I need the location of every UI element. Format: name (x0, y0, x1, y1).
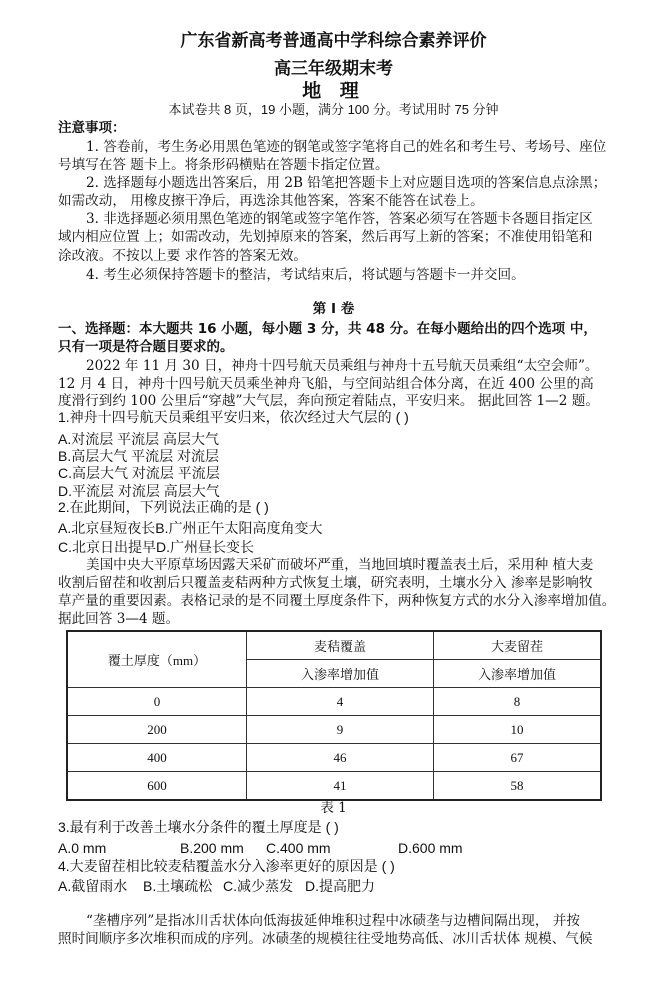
table-header-straw: 麦秸覆盖 (247, 631, 434, 660)
table-cell: 10 (434, 716, 602, 744)
table-cell: 400 (67, 744, 247, 772)
table-cell: 67 (434, 744, 602, 772)
passage-line: 草产量的重要因素。表格记录的是不同覆土厚度条件下，两种恢复方式的水分入渗率增加值。 (58, 593, 616, 609)
option-item: A.对流层 平流层 高层大气 (58, 431, 220, 447)
option-item: C.高层大气 对流层 平流层 (58, 465, 220, 481)
passage-line: 美国中央大平原草场因露天采矿而破坏严重，当地回填时覆盖表土后，采用种 植大麦 (86, 557, 594, 573)
table-cell: 9 (247, 716, 434, 744)
passage-line: 照时间顺序多次堆积而成的序列。冰碛垄的规模往往受地势高低、冰川舌状体 规模、气候 (58, 931, 593, 947)
table-header-stubble: 大麦留茬 (434, 631, 602, 660)
exam-info: 本试卷共 8 页，19 小题，满分 100 分。考试用时 75 分钟 (168, 102, 499, 117)
table-cell: 41 (247, 772, 434, 801)
table-row (67, 688, 601, 716)
table-cell: 8 (434, 688, 602, 716)
table-cell: 58 (434, 772, 602, 801)
option-item: A.北京昼短夜长B.广州正午太阳高度角变大 (58, 520, 323, 536)
notice-line: 1. 答卷前，考生务必用黑色笔迹的钢笔或签字笔将自己的姓名和考生号、考场号、座位 (86, 139, 607, 155)
table-row (67, 744, 601, 772)
table-cell: 0 (67, 688, 247, 716)
option-item: B.200 mm (180, 840, 244, 856)
option-item: B.高层大气 平流层 对流层 (58, 448, 220, 464)
option-item: D.提高肥力 (305, 878, 375, 894)
option-item: C.减少蒸发 (223, 878, 293, 894)
table-header-thickness: 覆土厚度（mm） (67, 631, 247, 688)
notice-line: 号填写在答 题卡上。将条形码横贴在答题卡指定位置。 (58, 157, 389, 173)
exam-subject: 地 理 (302, 80, 365, 102)
table-subheader: 入渗率增加值 (434, 660, 602, 688)
option-item: D.600 mm (398, 840, 463, 856)
question-stem: 2.在此期间，下列说法正确的是 ( ) (58, 499, 269, 515)
table-cell: 200 (67, 716, 247, 744)
notice-line: 2. 选择题每小题选出答案后，用 2B 铅笔把答题卡上对应题目选项的答案信息点涂黑； (86, 175, 607, 191)
exam-subtitle: 高三年级期末考 (274, 59, 393, 79)
infiltration-table (66, 630, 602, 801)
table-cell: 4 (247, 688, 434, 716)
table-caption: 表 1 (320, 800, 347, 816)
option-item: B.土壤疏松 (143, 878, 213, 894)
notice-line: 3. 非选择题必须用黑色笔迹的钢笔或签字笔作答，答案必须写在答题卡各题目指定区 (86, 211, 593, 227)
notice-line: 域内相应位置 上；如需改动，先划掉原来的答案，然后再写上新的答案；不准使用铅笔和 (58, 229, 593, 245)
notice-line: 涂改液。不按以上要 求作答的答案无效。 (58, 248, 308, 264)
exam-title: 广东省新高考普通高中学科综合素养评价 (180, 31, 487, 51)
option-item: C.400 mm (266, 840, 331, 856)
passage-line: 度滑行到约 100 公里后“穿越”大气层，奔向预定着陆点，平安归来。 据此回答 1—2 题。 (58, 393, 599, 409)
table-row (67, 716, 601, 744)
option-item: A.0 mm (58, 840, 107, 856)
passage-line: 收割后留茬和收割后只覆盖麦秸两种方式恢复土壤，研究表明，土壤水分入 渗率是影响牧 (58, 575, 593, 591)
section-instructions: 一、选择题：本大题共 16 小题，每小题 3 分，共 48 分。在每小题给出的四个选项 中， (58, 321, 597, 337)
question-stem: 3.最有利于改善土壤水分条件的覆土厚度是 ( ) (58, 819, 339, 835)
notice-line: 如需改动， 用橡皮擦干净后，再选涂其他答案，答案不能答在试卷上。 (58, 193, 484, 209)
section-instructions: 只有一项是符合题目要求的。 (58, 339, 234, 355)
section-title: 第 Ⅰ 卷 (312, 301, 355, 317)
option-item: D.平流层 对流层 高层大气 (58, 483, 220, 499)
table-cell: 46 (247, 744, 434, 772)
passage-line: 据此回答 3—4 题。 (58, 611, 180, 627)
table-row (67, 772, 601, 801)
notice-line: 4. 考生必须保持答题卡的整洁，考试结束后，将试题与答题卡一并交回。 (86, 267, 525, 283)
passage-line: “垄槽序列”是指冰川舌状体向低海拔延伸堆积过程中冰碛垄与边槽间隔出现， 并按 (86, 913, 580, 929)
question-stem: 1.神舟十四号航天员乘组平安归来，依次经过大气层的 ( ) (58, 409, 409, 425)
passage-line: 2022 年 11 月 30 日，神舟十四号航天员乘组与神舟十五号航天员乘组“太空会师”。 (86, 358, 599, 374)
table-subheader: 入渗率增加值 (247, 660, 434, 688)
option-item: C.北京日出提早D.广州昼长变长 (58, 539, 254, 555)
question-stem: 4.大麦留茬相比较麦秸覆盖水分入渗率更好的原因是 ( ) (58, 858, 395, 874)
passage-line: 12 月 4 日，神舟十四号航天员乘坐神舟飞船，与空间站组合体分离，在近 400 公里的高 (58, 376, 594, 392)
option-item: A.截留雨水 (58, 878, 128, 894)
table-cell: 600 (67, 772, 247, 801)
notice-heading: 注意事项： (58, 120, 126, 136)
